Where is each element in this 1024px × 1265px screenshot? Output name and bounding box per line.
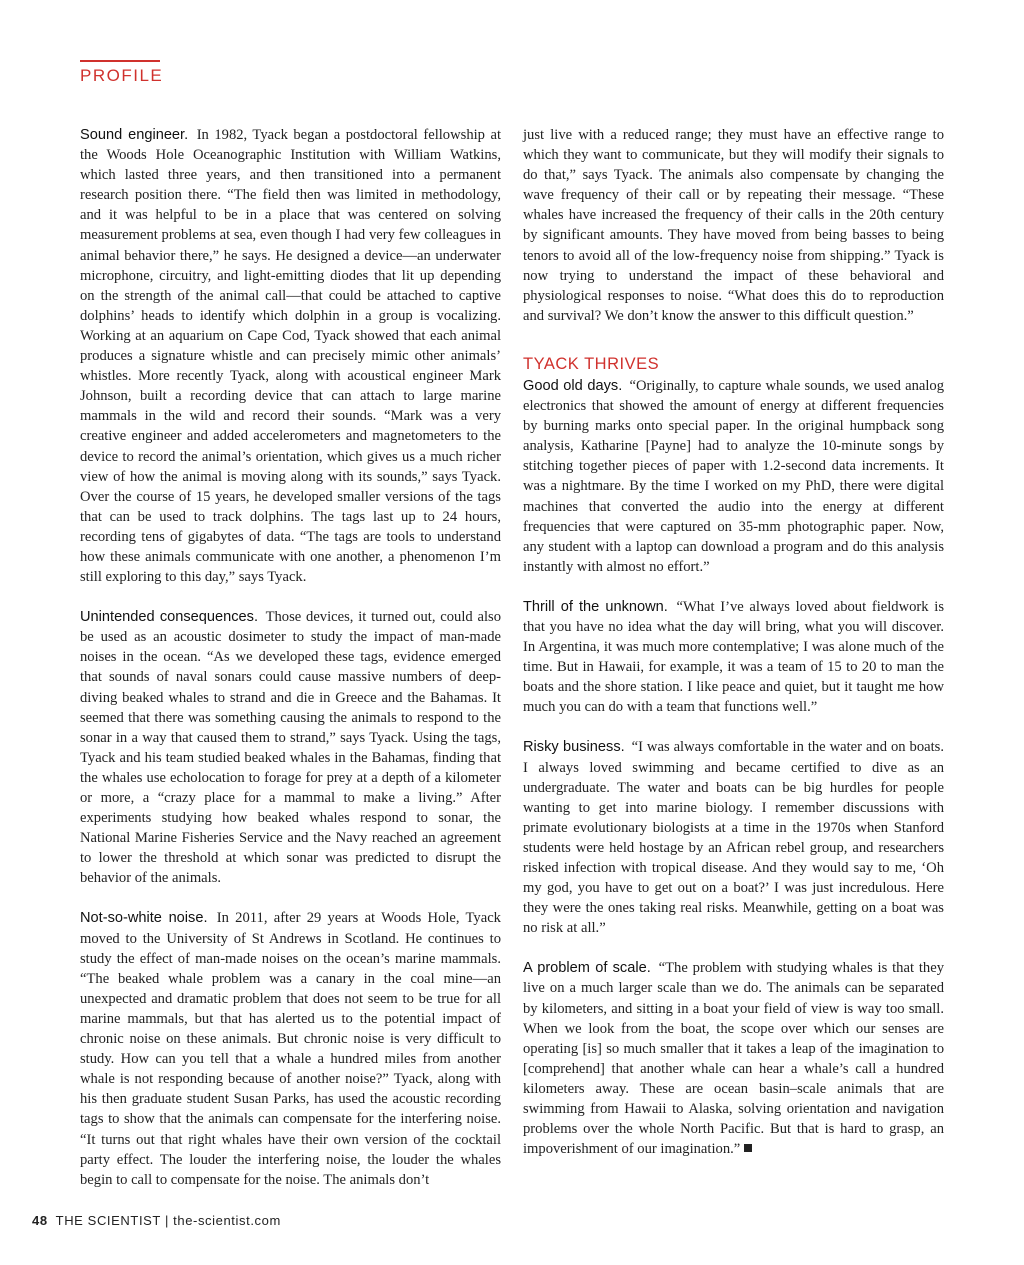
paragraph-lead: Good old days.	[523, 377, 623, 394]
footer-separator: |	[164, 1213, 169, 1228]
section-rule	[80, 60, 160, 62]
paragraph-text: “I was always comfortable in the water and on boats. I always loved swimming and became certified to dive as an undergraduate. The water and boats can be big hurdles for people wanting to get into marine biology. I remember discussions with primate evolutionary biologists at a time in the 1970s when Stanford students were held hostage by an African rebel group, and researchers risked infection with tropical disease. And they would say to me, ‘Oh my god, you have to get out on a boat?’ I was just incredulous. Here they were the ones taking real risks. Meanwhile, getting on a boat was no risk at all.”	[523, 739, 944, 937]
paragraph-continuation: just live with a reduced range; they must have an effective range to which they want to communicate, but they will modify their signals to do that,” says Tyack. The animals also compensate by changing the wave frequency of their call or by repeating their message. “These whales have increased the frequency of their calls in the 20th century by significant amounts. They have moved from being basses to being tenors to avoid all of the low-frequency noise from shipping.” Tyack is now trying to understand the impact of these behavioral and physiological responses to noise. “What does this do to reproduction and survival? We don’t know the answer to this difficult question.”	[523, 127, 944, 324]
paragraph-risky-business	[523, 737, 944, 938]
paragraph-text: “The problem with studying whales is that they live on a much larger scale than we do. The animals can be separated by kilometers, and sitting in a boat your field of view is way too small. When we look from the boat, the scope over which our senses are operating [is] so much smaller that it takes a leap of the imagination to [comprehend] that another whale can hear a whale’s call a hundred kilometers away. These are ocean basin–scale animals that are swimming from Hawaii to Alaska, solving orientation and navigation problems over the whole North Pacific. But that is hard to grasp, an impoverishment of our imagination.”	[523, 960, 944, 1158]
paragraph-text: “Originally, to capture whale sounds, we used analog electronics that showed the amount of energy at different frequencies by burning marks onto special paper. In the original humpback song analysis, Katharine [Payne] had to analyze the 10-minute songs by stitching together pieces of paper with 1.2-second data increments. It was a nightmare. By the time I worked on my PhD, there were digital machines that converted the audio into the energy at different frequencies that were captured on 35-mm photographic paper. Now, any student with a laptop can download a program and do this analysis instantly with almost no effort.”	[523, 377, 944, 575]
paragraph-lead: A problem of scale.	[523, 960, 651, 977]
paragraph-text: In 1982, Tyack began a postdoctoral fellowship at the Woods Hole Oceanographic Institution with William Watkins, which lasted three years, and then transitioned into a permanent research position there. “The field then was limited in methodology, and it was helpful to be in a place that was centered on solving measurement problems at sea, even though I had very few colleagues in animal behavior there,” he says. He designed a device—an underwater microphone, circuitry, and light-emitting diodes that lit up depending on the strength of the animal call—that could be attached to captive dolphins’ heads to identify which dolphin in a group is vocalizing. Working at an aquarium on Cape Cod, Tyack showed that each animal produces a signature whistle and can precisely mimic other animals’ whistles. More recently Tyack, along with acoustical engineer Mark Johnson, built a recording device that can attach to large marine mammals in the wild and record their sounds. “Mark was a very creative engineer and added accelerometers and magnetometers to the device to record the animal’s orientation, which gives us a much richer view of how the animal is moving along with its sounds,” says Tyack. Over the course of 15 years, he developed smaller versions of the tags that can be used to track dolphins. The tags last up to 24 hours, recording tens of gigabytes of data. “The tags are tools to understand how these animals communicate with one another, a phenomenon I’m still exploring to this day,” says Tyack.	[80, 127, 501, 586]
paragraph-not-so-white-noise	[80, 908, 501, 1189]
end-of-article-mark	[744, 1144, 752, 1152]
paragraph-text: Those devices, it turned out, could also be used as an acoustic dosimeter to study the impact of man-made noises in the ocean. “As we developed these tags, evidence emerged that sounds of naval sonars could cause massive numbers of deep-diving beaked whales to strand and die in Greece and the Bahamas. It seemed that there was something causing the animals to respond to the sonar in a way that caused them to strand,” says Tyack. Using the tags, Tyack and his team studied beaked whales in the Bahamas, finding that the whales use echolocation to forage for prey at a depth of a kilometer or more, a “crazy place for a mammal to make a living.” After experiments studying how beaked whales respond to sonar, the National Marine Fisheries Service and the Navy reached an agreement to lower the threshold at which sonar was predicted to disrupt the behavior of the animals.	[80, 609, 501, 887]
paragraph-a-problem-of-scale	[523, 958, 944, 1159]
paragraph-unintended-consequences	[80, 607, 501, 888]
paragraph-lead: Risky business.	[523, 739, 625, 756]
paragraph-text: In 2011, after 29 years at Woods Hole, Tyack moved to the University of St Andrews in Scotland. He continues to study the effect of man-made noises on the ocean’s marine mammals. “The beaked whale problem was a canary in the coal mine—an unexpected and dramatic problem that does not seem to be true for all marine mammals, but that has alerted us to the potential impact of chronic noise on these animals. But chronic noise is very difficult to study. How can you tell that a whale a hundred miles from another whale is not responding because of another noise?” Tyack, along with his then graduate student Susan Parks, has used the acoustic recording tags to show that the animals can compensate for the interfering noise. “It turns out that right whales have their own version of the cocktail party effect. The louder the interfering noise, the louder the whales begin to call to compensate for the noise. The animals don’t	[80, 910, 501, 1188]
paragraph-good-old-days	[523, 376, 944, 577]
publication-website: the-scientist.com	[173, 1213, 281, 1228]
paragraph-lead: Unintended consequences.	[80, 609, 259, 626]
paragraph-lead: Sound engineer.	[80, 127, 189, 143]
paragraph-thrill-of-the-unknown	[523, 597, 944, 718]
right-column	[523, 125, 944, 1159]
page-number: 48	[32, 1213, 48, 1228]
page-footer	[32, 1213, 281, 1228]
section-label: PROFILE	[80, 66, 164, 85]
publication-name: THE SCIENTIST	[55, 1213, 161, 1228]
paragraph-lead: Not-so-white noise.	[80, 910, 208, 927]
paragraph-sound-engineer	[80, 125, 501, 587]
paragraph-text: “What I’ve always loved about fieldwork is that you have no idea what the day will bring, what you will discover. In Argentina, it was much more contemplative; I was alone much of the time. But in Hawaii, for example, it was a team of 15 to 20 to man the boats and the shore station. I like peace and quiet, but it taught me how much you can do with a team that functions well.”	[523, 598, 944, 716]
section-heading: TYACK THRIVES	[523, 354, 660, 373]
paragraph-lead: Thrill of the unknown.	[523, 598, 668, 615]
left-column	[80, 125, 501, 1190]
